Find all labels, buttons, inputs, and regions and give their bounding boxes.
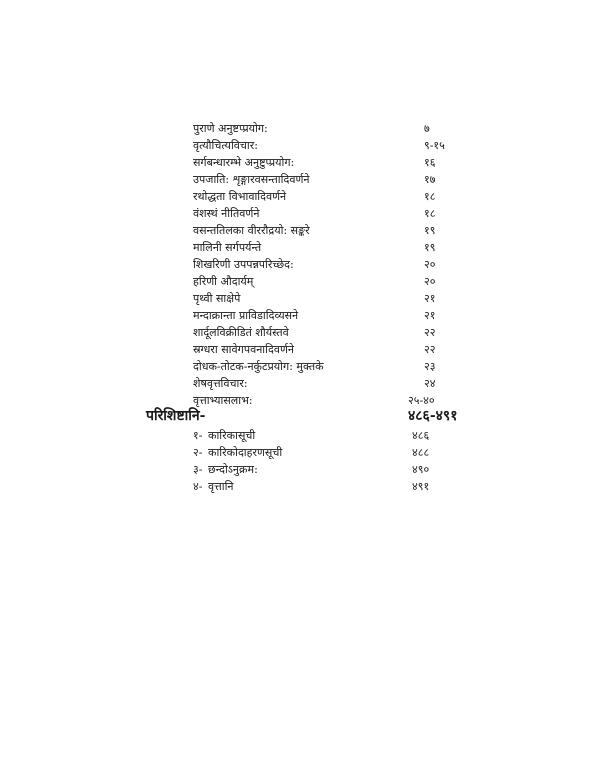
toc-entry-title: स्रग्धरा सावेगपवनादिवर्णने [193,343,295,356]
toc-entry-page: १९ [424,224,436,237]
toc-entry-title: शार्दूलविक्रीडितं शौर्यस्तवे [193,326,289,339]
toc-entry-title: रथोद्धता विभावादिवर्णने [193,190,287,203]
toc-entry-page: ९-१५ [424,139,445,152]
appendix-entry-title: कारिकोदाहरणसूची [208,446,283,459]
appendix-entry-title: वृत्तानि [208,480,234,493]
toc-entry-title: उपजाति: शृङ्गारवसन्तादिवर्णने [193,173,310,186]
toc-entry-title: सर्गबन्धारम्भे अनुष्टुप्प्रयोग: [193,156,295,169]
appendix-heading: परिशिष्टानि- [146,408,206,424]
toc-entry-page: १७ [424,173,436,186]
toc-entry-page: २१ [424,292,436,305]
toc-entry-title: वृत्ताभ्यासलाभ: [193,394,253,407]
toc-entry-page: १८ [424,207,436,220]
toc-entry-page: १६ [424,156,436,169]
appendix-entry-page: ४८६ [412,429,430,442]
toc-entry-page: १८ [424,190,436,203]
toc-entry-page: २४ [424,377,436,390]
appendix-entry-page: ४८८ [412,446,430,459]
appendix-entry-page: ४९१ [412,480,430,493]
appendix-entry-page: ४९० [412,463,430,476]
toc-entry-title: पृथ्वी साक्षेपे [193,292,241,305]
appendix-heading-row [146,405,466,427]
appendix-entry-number: २- [193,446,203,459]
toc-entry-page: २१ [424,309,436,322]
toc-entry-title: वृत्यौचित्यविचार: [193,139,258,152]
toc-entry-page: २५-४० [408,394,435,407]
appendix-entry-number: ३- [193,463,203,476]
appendix-entry-number: ४- [193,480,203,493]
appendix-entry-title: छन्दोऽनुक्रम: [208,463,258,476]
appendix-entry-number: १- [193,429,203,442]
appendix-page-range: ४८६-४९१ [408,408,458,424]
toc-entry-page: २० [424,258,436,271]
toc-entry-title: मालिनी सर्गपर्यन्ते [193,241,262,254]
toc-entry-title: दोधक-तोटक-नर्कुटप्रयोग: मुक्तके [193,360,324,373]
toc-entry-title: शिखरिणी उपपन्नपरिच्छेद: [193,258,294,271]
toc-entry-page: २२ [424,343,436,356]
toc-entry-title: हरिणी औदार्यम् [193,275,254,288]
appendix-entry-title: कारिकासूची [208,429,256,442]
toc-entry-page: २० [424,275,436,288]
toc-entry-page: २३ [424,360,436,373]
toc-entry-title: शेषवृत्तविचार: [193,377,248,390]
toc-entry-title: वंशस्थं नीतिवर्णने [193,207,260,220]
toc-entry-page: २२ [424,326,436,339]
toc-entry-page: १९ [424,241,436,254]
toc-entry-page: ७ [424,122,430,135]
toc-entry-title: वसन्ततिलका वीररौद्रयो: सङ्करे [193,224,310,237]
toc-entry-title: पुराणे अनुष्टप्प्रयोग: [193,122,268,135]
toc-entry-title: मन्दाक्रान्ता प्राविडादिव्यसने [193,309,299,322]
